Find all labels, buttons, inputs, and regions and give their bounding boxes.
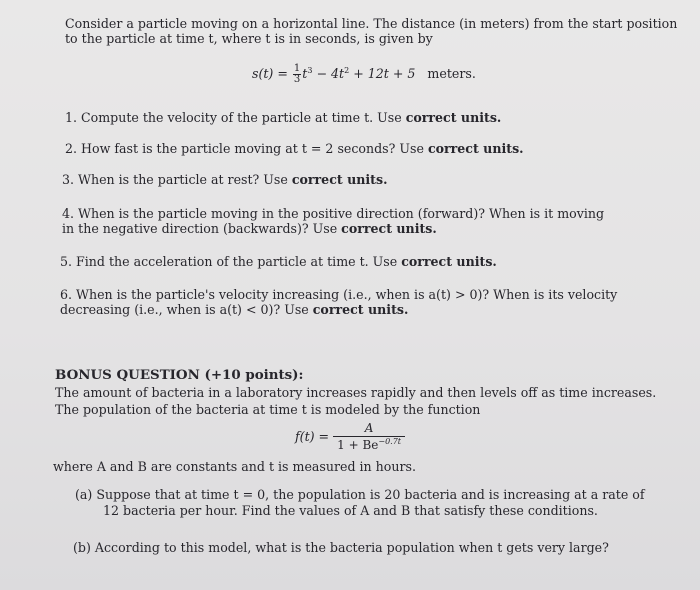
bonus-line-2: The population of the bacteria at time t is modeled by the function — [55, 402, 481, 417]
q5-units: correct units. — [401, 254, 497, 269]
bonus-eq-den-exp: −0.7t — [378, 437, 402, 446]
bonus-line-1: The amount of bacteria in a laboratory increases rapidly and then levels off as time increases. — [55, 385, 657, 400]
bacteria-equation — [295, 421, 405, 452]
eq-t2-exp: 2 — [344, 65, 350, 75]
q6-text: decreasing (i.e., when is a(t) < 0)? Use — [60, 302, 313, 317]
bonus-eq-lhs: f(t) = — [295, 429, 330, 444]
q1-text: 1. Compute the velocity of the particle at time t. Use — [65, 110, 406, 125]
eq-t3: t — [302, 66, 308, 81]
bonus-eq-fraction — [333, 421, 405, 452]
q4-text: in the negative direction (backwards)? Use — [62, 221, 342, 236]
eq-frac-num: 1 — [293, 63, 301, 74]
question-5 — [60, 254, 497, 269]
question-4-line-1: 4. When is the particle moving in the positive direction (forward)? When is it moving — [62, 206, 605, 221]
bonus-eq-den-base: 1 + Be — [337, 438, 379, 452]
question-1 — [65, 110, 501, 125]
bonus-part-a-line-2: 12 bacteria per hour. Find the values of A and B that satisfy these conditions. — [103, 503, 598, 518]
q2-units: correct units. — [427, 141, 524, 156]
eq-fraction — [293, 64, 301, 85]
bonus-part-b: (b) According to this model, what is the bacteria population when t gets very large? — [73, 540, 609, 555]
eq-frac-den: 3 — [293, 74, 301, 85]
q2-text: 2. How fast is the particle moving at t = 2 seconds? Use — [65, 141, 428, 156]
bonus-eq-num: A — [333, 421, 405, 437]
eq-rest: + 12t + 5 — [349, 66, 416, 81]
question-2 — [65, 141, 524, 156]
q6-units: correct units. — [312, 302, 409, 317]
question-4-line-2 — [62, 221, 437, 236]
q3-units: correct units. — [291, 172, 388, 187]
bonus-part-a-line-1: (a) Suppose that at time t = 0, the population is 20 bacteria and is increasing at a rate of — [75, 487, 645, 502]
bonus-eq-den — [333, 437, 405, 452]
question-6-line-2 — [60, 302, 408, 317]
q3-text: 3. When is the particle at rest? Use — [62, 172, 292, 187]
eq-t3-exp: 3 — [307, 65, 313, 75]
question-3 — [62, 172, 387, 187]
q1-units: correct units. — [405, 110, 502, 125]
q5-text: 5. Find the acceleration of the particle at time t. Use — [60, 254, 402, 269]
intro-line-1: Consider a particle moving on a horizontal line. The distance (in meters) from the start position — [65, 16, 678, 31]
eq-units: meters. — [427, 66, 476, 81]
intro-line-2: to the particle at time t, where t is in seconds, is given by — [65, 31, 433, 46]
question-6-line-1: 6. When is the particle's velocity increasing (i.e., when is a(t) > 0)? When is its velocity — [60, 287, 618, 302]
distance-equation — [252, 64, 476, 85]
bonus-line-3: where A and B are constants and t is measured in hours. — [53, 459, 416, 474]
eq-middle: − 4t — [312, 66, 345, 81]
eq-lhs: s(t) = — [252, 66, 288, 81]
q4-units: correct units. — [341, 221, 437, 236]
bonus-heading: BONUS QUESTION (+10 points): — [55, 367, 304, 383]
